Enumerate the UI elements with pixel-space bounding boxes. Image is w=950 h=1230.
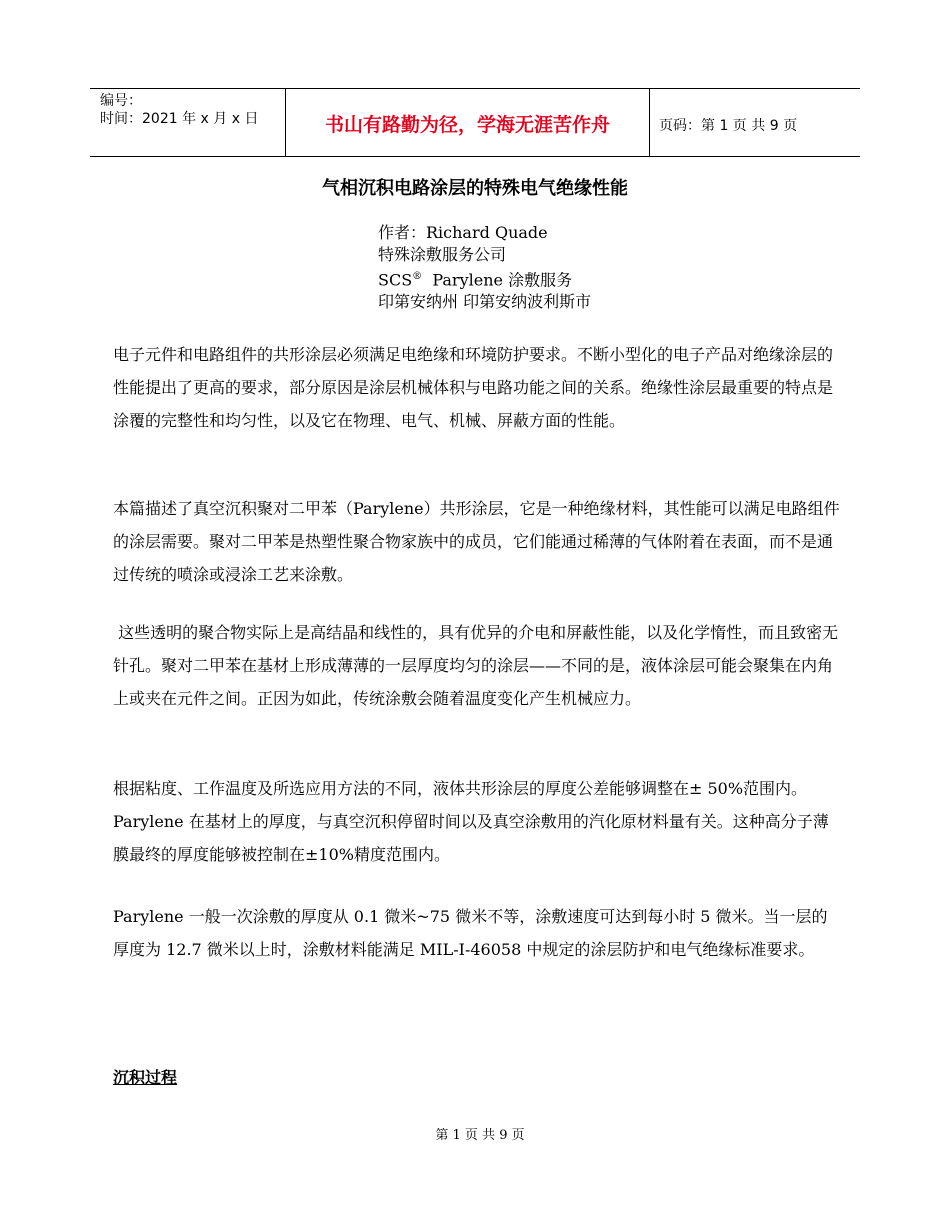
author-location: 印第安纳州 印第安纳波利斯市 — [378, 292, 592, 312]
page-footer: 第 1 页 共 9 页 — [435, 1128, 525, 1143]
header-page-info: 页码：第 1 页 共 9 页 — [659, 117, 798, 134]
paragraph-text: 根据粘度、工作温度及所选应用方法的不同，液体共形涂层的厚度公差能够调整在± 50%范围内。Parylene 在基材上的厚度，与真空沉积停留时间以及真空涂敷用的汽化原材料量有关。这种高分子薄膜最终的厚度能够被控制在±10%精度范围内。 — [113, 779, 829, 864]
author-block — [378, 222, 591, 313]
service-suffix: Parylene 涂敷服务 — [422, 270, 573, 290]
paragraph-2 — [113, 492, 843, 591]
author-company: 特殊涂敷服务公司 — [378, 245, 507, 264]
author-service — [378, 266, 591, 291]
document-date-label: 时间：2021 年 x 月 x 日 — [100, 111, 259, 127]
header-table — [90, 88, 860, 157]
paragraph-text: 本篇描述了真空沉积聚对二甲苯（Parylene）共形涂层，它是一种绝缘材料，其性能可以满足电路组件的涂层需要。聚对二甲苯是热塑性聚合物家族中的成员，它们能通过稀薄的气体附着在表面，而不是通过传统的喷涂或浸涂工艺来涂敷。 — [113, 499, 840, 584]
paragraph-5 — [113, 900, 843, 966]
paragraph-text: Parylene 一般一次涂敷的厚度从 0.1 微米~75 微米不等，涂敷速度可达到每小时 5 微米。当一层的厚度为 12.7 微米以上时，涂敷材料能满足 MIL-I-46058 中规定的涂层防护和电气绝缘标准要求。 — [113, 907, 828, 959]
paragraph-text: 电子元件和电路组件的共形涂层必须满足电绝缘和环境防护要求。不断小型化的电子产品对绝缘涂层的性能提出了更高的要求，部分原因是涂层机械体积与电路功能之间的关系。绝缘性涂层最重要的特点是涂覆的完整性和均匀性，以及它在物理、电气、机械、屏蔽方面的性能。 — [113, 345, 834, 430]
header-info-cell — [90, 89, 286, 156]
section-heading: 沉积过程 — [113, 1068, 178, 1087]
service-prefix: SCS — [378, 270, 413, 290]
author-name: 作者：Richard Quade — [378, 223, 548, 242]
document-title: 气相沉积电路涂层的特殊电气绝缘性能 — [322, 178, 628, 199]
registered-mark: ® — [412, 271, 423, 282]
header-motto: 书山有路勤为径，学海无涯苦作舟 — [286, 89, 650, 156]
paragraph-3 — [113, 616, 843, 715]
document-number-label: 编号： — [100, 93, 142, 109]
paragraph-1 — [113, 338, 843, 437]
paragraph-text: 这些透明的聚合物实际上是高结晶和线性的，具有优异的介电和屏蔽性能，以及化学惰性，而且致密无针孔。聚对二甲苯在基材上形成薄薄的一层厚度均匀的涂层——不同的是，液体涂层可能会聚集在内角上或夹在元件之间。正因为如此，传统涂敷会随着温度变化产生机械应力。 — [113, 623, 839, 708]
paragraph-4 — [113, 772, 843, 871]
